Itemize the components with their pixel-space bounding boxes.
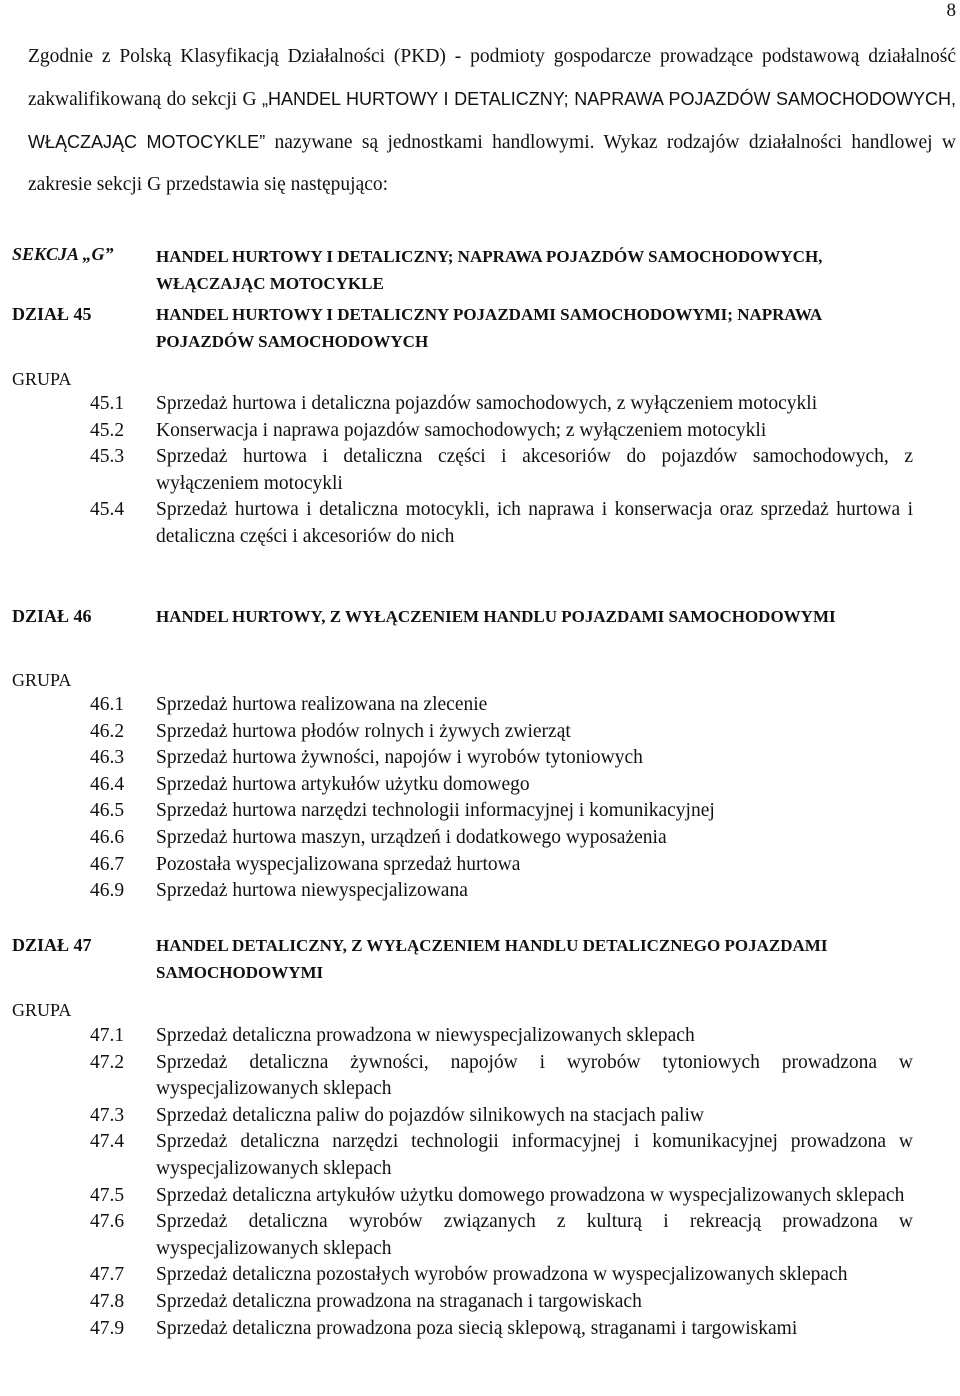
group-code: 46.9 — [90, 880, 125, 902]
group-description: Sprzedaż detaliczna artykułów użytku domowego prowadzona w wyspecjalizowanych sklepach — [156, 1184, 905, 1206]
group-description: Sprzedaż hurtowa i detaliczna pojazdów samochodowych, z wyłączeniem motocykli — [156, 393, 818, 414]
group-code: 47.5 — [90, 1184, 125, 1206]
group-item — [0, 772, 960, 799]
group-item — [0, 1023, 960, 1050]
group-description: Sprzedaż hurtowa maszyn, urządzeń i dodatkowego wyposażenia — [156, 826, 667, 848]
group-code: 46.4 — [90, 773, 125, 795]
intro-paragraph — [28, 36, 956, 206]
group-item — [0, 1316, 960, 1343]
group-item — [0, 745, 960, 772]
group-item — [0, 692, 960, 719]
group-item — [0, 391, 960, 418]
group-code: 47.6 — [90, 1211, 125, 1233]
group-description: Konserwacja i naprawa pojazdów samochodowych; z wyłączeniem motocykli — [156, 419, 767, 441]
dzial-47-title: HANDEL DETALICZNY, Z WYŁĄCZENIEM HANDLU DETALICZNEGO POJAZDAMI SAMOCHODOWYMI — [156, 936, 828, 982]
group-description: Sprzedaż detaliczna wyrobów związanych z kulturą i rekreacją prowadzona w wyspecjalizowanych sklepach — [156, 1211, 913, 1259]
group-item — [0, 497, 960, 550]
group-code: 46.1 — [90, 694, 125, 715]
dzial-45-groups — [0, 391, 960, 551]
group-item — [0, 1103, 960, 1130]
group-description: Sprzedaż detaliczna prowadzona poza siecią sklepową, straganami i targowiskami — [156, 1317, 798, 1339]
group-item — [0, 1289, 960, 1316]
group-code: 47.2 — [90, 1051, 125, 1073]
group-item — [0, 1209, 960, 1262]
grupa-label: GRUPA — [12, 1000, 72, 1020]
group-code: 46.7 — [90, 853, 125, 875]
group-item — [0, 719, 960, 746]
group-item — [0, 1262, 960, 1289]
group-code: 47.7 — [90, 1264, 125, 1286]
group-code: 45.1 — [90, 393, 125, 414]
group-code: 45.2 — [90, 419, 125, 441]
group-code: 45.4 — [90, 499, 125, 521]
group-description: Sprzedaż detaliczna żywności, napojów i wyrobów tytoniowych prowadzona w wyspecjalizowanych sklepach — [156, 1051, 913, 1100]
grupa-label: GRUPA — [12, 369, 72, 389]
group-code: 47.9 — [90, 1317, 125, 1339]
group-code: 47.4 — [90, 1131, 125, 1153]
group-description: Sprzedaż hurtowa narzędzi technologii informacyjnej i komunikacyjnej — [156, 800, 715, 822]
group-item — [0, 852, 960, 879]
group-description: Sprzedaż hurtowa żywności, napojów i wyrobów tytoniowych — [156, 747, 643, 769]
group-code: 45.3 — [90, 446, 125, 468]
group-description: Sprzedaż detaliczna prowadzona na straganach i targowiskach — [156, 1290, 642, 1312]
group-description: Pozostała wyspecjalizowana sprzedaż hurtowa — [156, 853, 521, 875]
group-description: Sprzedaż hurtowa niewyspecjalizowana — [156, 880, 468, 902]
group-code: 46.6 — [90, 826, 125, 848]
dzial-47-groups — [0, 1023, 960, 1342]
group-code: 46.5 — [90, 800, 125, 822]
group-item — [0, 444, 960, 497]
group-description: Sprzedaż detaliczna pozostałych wyrobów prowadzona w wyspecjalizowanych sklepach — [156, 1264, 848, 1286]
group-item — [0, 1183, 960, 1210]
group-item — [0, 418, 960, 445]
group-item — [0, 1129, 960, 1182]
intro-text-end: nazywane są jednostkami handlowymi. Wykaz rodzajów działalności handlowej w zakresie sekcji G przedstawia się następująco: — [28, 132, 956, 195]
group-code: 46.3 — [90, 747, 125, 769]
group-code: 47.3 — [90, 1104, 125, 1126]
group-description: Sprzedaż detaliczna narzędzi technologii informacyjnej i komunikacyjnej prowadzona w wyspecjalizowanych sklepach — [156, 1131, 913, 1179]
group-code: 47.8 — [90, 1290, 125, 1312]
dzial-45-label: DZIAŁ 45 — [12, 304, 92, 324]
group-item — [0, 878, 960, 905]
group-item — [0, 1050, 960, 1103]
page-number: 8 — [946, 0, 956, 21]
dzial-46-label: DZIAŁ 46 — [12, 606, 92, 626]
dzial-46-title: HANDEL HURTOWY, Z WYŁĄCZENIEM HANDLU POJAZDAMI SAMOCHODOWYMI — [156, 607, 836, 626]
intro-text-start: Zgodnie z Polską Klasyfikacją Działalności (PKD) - podmioty gospodarcze prowadzące podstawową działalność zakwalifikowaną do sekcji G — [28, 46, 956, 110]
group-item — [0, 825, 960, 852]
group-code: 47.1 — [90, 1025, 125, 1046]
group-description: Sprzedaż detaliczna paliw do pojazdów silnikowych na stacjach paliw — [156, 1104, 704, 1126]
sekcja-title: HANDEL HURTOWY I DETALICZNY; NAPRAWA POJAZDÓW SAMOCHODOWYCH, WŁĄCZAJĄC MOTOCYKLE — [156, 247, 823, 293]
group-code: 46.2 — [90, 720, 125, 742]
group-description: Sprzedaż hurtowa realizowana na zlecenie — [156, 694, 488, 715]
intro-section-name: „HANDEL HURTOWY I DETALICZNY; NAPRAWA POJAZDÓW SAMOCHODOWYCH, WŁĄCZAJĄC MOTOCYKLE” — [28, 89, 957, 152]
sekcja-label: SEKCJA „G” — [12, 244, 114, 264]
group-item — [0, 798, 960, 825]
group-description: Sprzedaż detaliczna prowadzona w niewyspecjalizowanych sklepach — [156, 1025, 695, 1046]
group-description: Sprzedaż hurtowa i detaliczna motocykli, ich naprawa i konserwacja oraz sprzedaż hurtowa i detaliczna części i akcesoriów do nich — [156, 499, 913, 547]
group-description: Sprzedaż hurtowa płodów rolnych i żywych zwierząt — [156, 720, 571, 742]
grupa-label: GRUPA — [12, 670, 72, 690]
dzial-47-label: DZIAŁ 47 — [12, 935, 92, 955]
dzial-46-groups — [0, 692, 960, 905]
group-description: Sprzedaż hurtowa artykułów użytku domowego — [156, 773, 530, 795]
group-description: Sprzedaż hurtowa i detaliczna części i akcesoriów do pojazdów samochodowych, z wyłączeniem motocykli — [156, 446, 913, 494]
dzial-45-title: HANDEL HURTOWY I DETALICZNY POJAZDAMI SAMOCHODOWYMI; NAPRAWA POJAZDÓW SAMOCHODOWYCH — [156, 305, 822, 351]
